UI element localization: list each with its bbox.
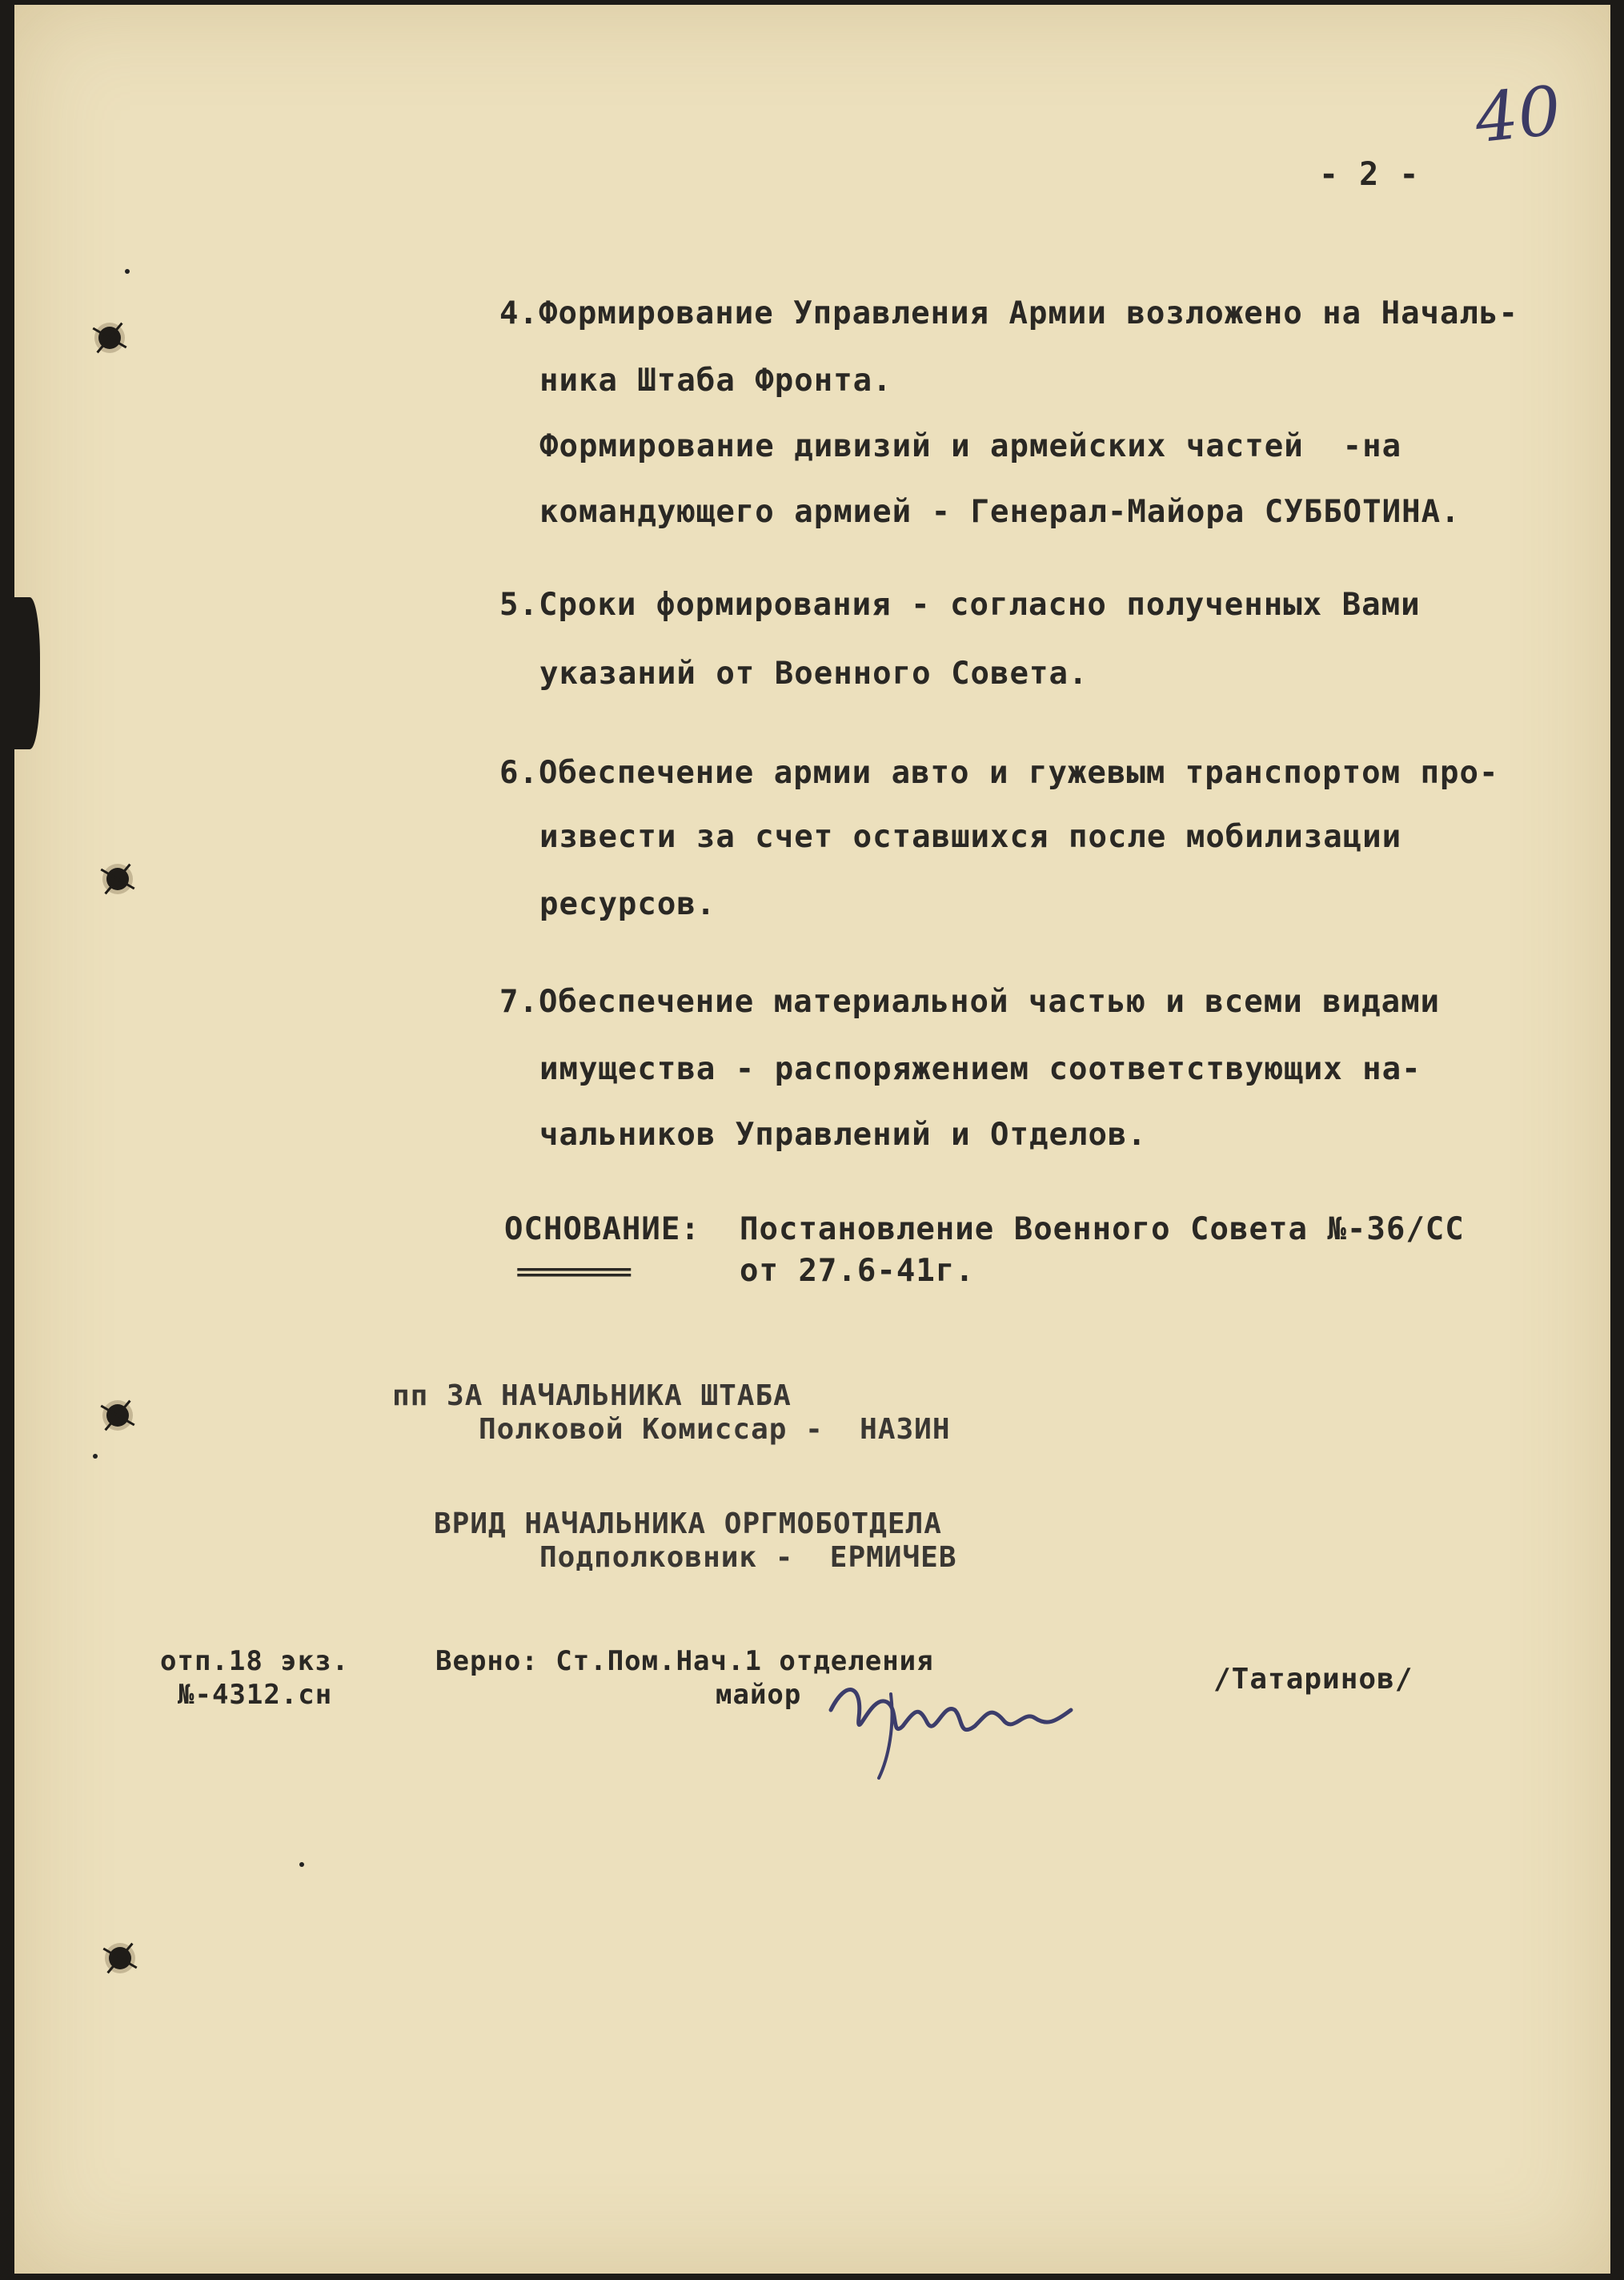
item-4-line-2: ника Штаба Фронта. <box>539 363 892 399</box>
copies-count: отп.18 экз. <box>160 1645 350 1677</box>
item-6-line-1: 6.Обеспечение армии авто и гужевым транспортом про- <box>499 755 1499 791</box>
punch-hole <box>106 1404 129 1427</box>
basis-date: от 27.6-41г. <box>740 1253 975 1289</box>
ink-speck <box>93 1454 98 1459</box>
punch-hole <box>106 868 129 890</box>
registration-number: №-4312.сн <box>178 1679 333 1711</box>
chief-of-staff-name: Полковой Комиссар - НАЗИН <box>479 1413 951 1446</box>
certification-line-1: Верно: Ст.Пом.Нач.1 отделения <box>435 1645 934 1677</box>
archive-folio-number: 40 <box>1471 70 1565 159</box>
item-4-line-3: Формирование дивизий и армейских частей -на <box>539 428 1402 464</box>
item-5-line-1: 5.Сроки формирования - согласно полученных Вами <box>499 587 1421 623</box>
document-sheet <box>14 5 1610 2274</box>
item-4-line-1: 4.Формирование Управления Армии возложено на Началь- <box>499 295 1518 331</box>
ink-speck <box>125 269 130 274</box>
chief-of-staff-title: пп ЗА НАЧАЛЬНИКА ШТАБА <box>392 1379 792 1412</box>
basis-underline: ========== <box>516 1258 629 1287</box>
item-6-line-3: ресурсов. <box>539 886 716 922</box>
item-7-line-1: 7.Обеспечение материальной частью и всеми видами <box>499 984 1441 1020</box>
item-4-line-4: командующего армией - Генерал-Майора СУББОТИНА. <box>539 494 1461 530</box>
torn-edge <box>14 597 40 749</box>
punch-hole <box>109 1947 131 1969</box>
item-5-line-2: указаний от Военного Совета. <box>539 656 1089 692</box>
item-7-line-3: чальников Управлений и Отделов. <box>539 1117 1147 1153</box>
certifier-name: /Татаринов/ <box>1213 1663 1413 1696</box>
basis-text: Постановление Военного Совета №-36/СС <box>740 1211 1465 1247</box>
org-department-name: Подполковник - ЕРМИЧЕВ <box>539 1541 957 1574</box>
item-6-line-2: извести за счет оставшихся после мобилизации <box>539 819 1402 855</box>
certification-line-2: майор <box>716 1679 802 1711</box>
handwritten-signature <box>815 1662 1087 1782</box>
basis-label: ОСНОВАНИЕ: <box>504 1211 700 1247</box>
page-number: - 2 - <box>1319 156 1420 193</box>
ink-speck <box>299 1862 304 1867</box>
item-7-line-2: имущества - распоряжением соответствующих на- <box>539 1051 1422 1087</box>
org-department-title: ВРИД НАЧАЛЬНИКА ОРГМОБОТДЕЛА <box>434 1507 942 1540</box>
punch-hole <box>98 327 121 349</box>
